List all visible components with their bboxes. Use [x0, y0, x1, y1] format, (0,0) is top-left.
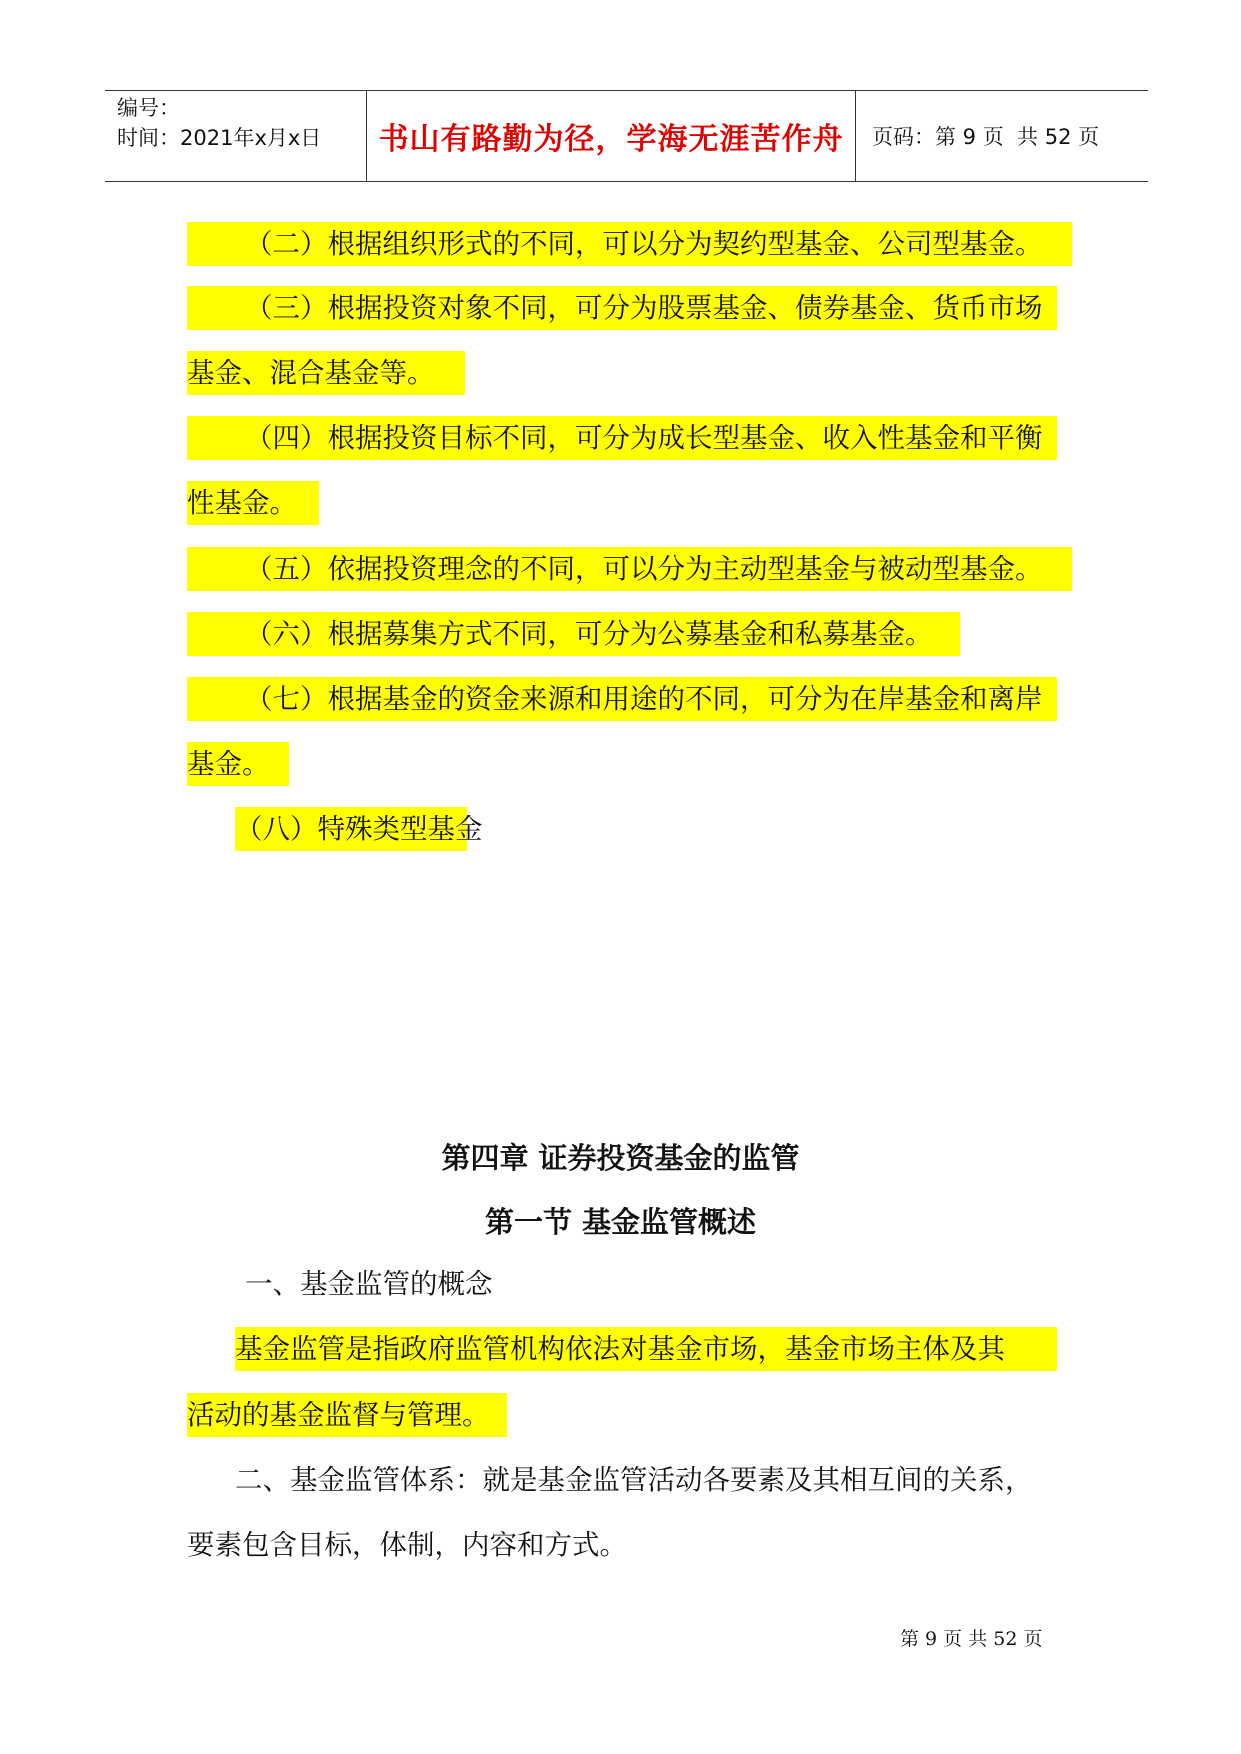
paragraph-7-line-1: （七）根据基金的资金来源和用途的不同，可分为在岸基金和离岸	[245, 683, 1043, 715]
header-meta	[105, 91, 367, 181]
paragraph-2: （二）根据组织形式的不同，可以分为契约型基金、公司型基金。	[245, 228, 1043, 260]
paragraph-6: （六）根据募集方式不同，可分为公募基金和私募基金。	[245, 618, 933, 650]
chapter-title: 第四章 证券投资基金的监管	[441, 1141, 800, 1175]
page-footer: 第 9 页 共 52 页	[900, 1628, 1043, 1650]
definition-line-2: 活动的基金监督与管理。	[187, 1399, 490, 1431]
paragraph-4-line-1: （四）根据投资目标不同，可分为成长型基金、收入性基金和平衡	[245, 422, 1043, 454]
item-1-heading: 一、基金监管的概念	[245, 1268, 493, 1300]
time-label: 时间：2021年x月x日	[117, 126, 322, 150]
number-label: 编号：	[117, 96, 180, 120]
page-header	[105, 90, 1148, 182]
paragraph-3-line-2: 基金、混合基金等。	[187, 357, 435, 389]
paragraph-8: （八）特殊类型基金	[235, 813, 483, 845]
paragraph-7-line-2: 基金。	[187, 748, 270, 780]
paragraph-4-line-2: 性基金。	[187, 487, 297, 519]
definition-line-1: 基金监管是指政府监管机构依法对基金市场，基金市场主体及其	[235, 1333, 1005, 1365]
item-2-line-1: 二、基金监管体系：就是基金监管活动各要素及其相互间的关系，	[235, 1464, 1033, 1496]
item-2-line-2: 要素包含目标，体制，内容和方式。	[187, 1529, 627, 1561]
header-page-code: 页码：第 9 页 共 52 页	[872, 125, 1100, 149]
paragraph-3-line-1: （三）根据投资对象不同，可分为股票基金、债券基金、货币市场	[245, 292, 1043, 324]
section-title: 第一节 基金监管概述	[484, 1205, 757, 1239]
header-motto: 书山有路勤为径，学海无涯苦作舟	[367, 91, 856, 181]
paragraph-5: （五）依据投资理念的不同，可以分为主动型基金与被动型基金。	[245, 553, 1043, 585]
